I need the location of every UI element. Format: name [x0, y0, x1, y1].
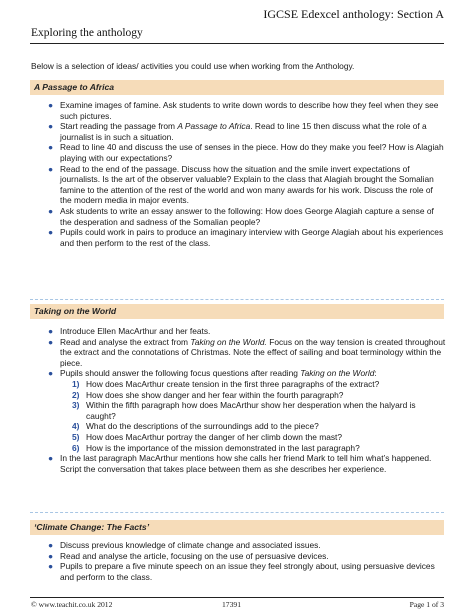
numbered-question: [72, 421, 446, 432]
list-item: [48, 121, 446, 142]
numbered-question-list: [72, 379, 446, 453]
section-divider: [30, 299, 444, 300]
question-number: 5): [72, 431, 80, 442]
bullet-icon: ●: [48, 550, 54, 561]
numbered-question: [72, 443, 446, 454]
list-item-title-italic: Taking on the World.: [190, 336, 267, 347]
bullet-icon: ●: [48, 163, 54, 174]
section-heading-band: [30, 520, 444, 535]
list-item: [48, 164, 446, 206]
question-number: 2): [72, 389, 80, 400]
intro-text: Below is a selection of ideas/ activities you could use when working from the Anthology.: [31, 61, 355, 71]
section-heading-band: [30, 80, 444, 95]
list-item-text: Examine images of famine. Ask students to write down words to describe how they feel when they see such pictures.: [60, 100, 439, 121]
bullet-icon: ●: [48, 205, 54, 216]
bullet-icon: ●: [48, 142, 54, 153]
bullet-icon: ●: [48, 100, 54, 110]
question-number: 1): [72, 378, 80, 389]
section-list: [48, 100, 446, 248]
numbered-question: [72, 400, 446, 421]
list-item-text: Read to line 40 and discuss the use of senses in the piece. How do they make you feel? How is Alagiah playing with our expectations?: [60, 142, 444, 163]
section-heading: ‘Climate Change: The Facts’: [34, 522, 150, 532]
list-item: [48, 551, 446, 562]
bullet-icon: ●: [48, 561, 54, 572]
list-item: [48, 453, 446, 474]
list-item: [48, 206, 446, 227]
question-text: What do the descriptions of the surroundings add to the piece?: [86, 421, 319, 432]
numbered-question: [72, 379, 446, 390]
bullet-icon: ●: [48, 453, 54, 464]
footer-page-number: Page 1 of 3: [409, 600, 444, 609]
list-item-text: :: [374, 368, 377, 379]
list-item: [48, 227, 446, 248]
list-item-text: Introduce Ellen MacArthur and her feats.: [60, 326, 211, 336]
question-text: Within the fifth paragraph how does MacArthur show her desperation when the halyard is caught?: [86, 400, 416, 421]
bullet-icon: ●: [48, 227, 54, 238]
list-item: [48, 368, 446, 453]
numbered-question: [72, 432, 446, 443]
document-subtitle: Exploring the anthology: [31, 27, 143, 39]
section-heading-band: [30, 304, 444, 319]
list-item-text: Read and analyse the extract from: [60, 336, 191, 347]
list-item: [48, 540, 446, 551]
list-item-text: Pupils should answer the following focus questions after reading: [60, 368, 301, 379]
list-item-title-italic: A Passage to Africa: [177, 121, 251, 132]
footer-copyright: © www.teachit.co.uk 2012: [31, 600, 113, 609]
list-item-text: Ask students to write an essay answer to the following: How does George Alagiah capture a sense of the desperation and sadness of the Somalian people?: [60, 205, 434, 227]
question-number: 6): [72, 442, 80, 453]
bullet-icon: ●: [48, 121, 54, 132]
footer-resource-id: 17391: [222, 600, 241, 609]
section-list: [48, 540, 446, 582]
bullet-icon: ●: [48, 336, 54, 347]
list-item-text: . Read to line 15 then discuss what the role of a journalist is in such a situation.: [60, 121, 427, 142]
list-item-title-italic: Taking on the World: [300, 368, 375, 379]
list-item: [48, 337, 446, 369]
list-item-text: Pupils to prepare a five minute speech on an issue they feel strongly about, using persuasive devices and perform to the class.: [60, 561, 435, 582]
list-item: [48, 100, 446, 121]
list-item-text: Start reading the passage from: [60, 121, 178, 132]
question-number: 3): [72, 400, 80, 411]
section-list: [48, 326, 446, 474]
list-item-text: Focus on the way tension is created throughout the extract and the connotations of Christmas. Note the effect of sailing and boat terminology within the piece.: [60, 336, 446, 368]
question-text: How does MacArthur create tension in the first three paragraphs of the extract?: [86, 378, 380, 389]
section-divider: [30, 512, 444, 513]
section-heading: A Passage to Africa: [34, 82, 115, 92]
list-item-text: Read to the end of the passage. Discuss how the situation and the smile invert expectations of journalists. Is the art of the observer valuable? Explain to the class that Alagiah brought the Somalian famine to the attention of the rest of the world and won many awards for his work. Discuss the role of the modern media in major events.: [60, 163, 434, 206]
question-text: How is the importance of the mission demonstrated in the last paragraph?: [86, 442, 360, 453]
list-item: [48, 326, 446, 337]
numbered-question: [72, 390, 446, 401]
list-item-text: Discuss previous knowledge of climate change and associated issues.: [60, 540, 321, 550]
footer-rule: [30, 597, 444, 598]
list-item: [48, 561, 446, 582]
list-item: [48, 142, 446, 163]
bullet-icon: ●: [48, 368, 54, 379]
question-text: How does MacArthur portray the danger of her climb down the mast?: [86, 431, 343, 442]
bullet-icon: ●: [48, 326, 54, 336]
list-item-text: Pupils could work in pairs to produce an imaginary interview with George Alagiah about his experiences and then perform to the rest of the class.: [60, 227, 444, 248]
section-heading: Taking on the World: [34, 306, 117, 316]
list-item-text: Read and analyse the article, focusing on the use of persuasive devices.: [60, 550, 329, 561]
question-text: How does she show danger and her fear within the fourth paragraph?: [86, 389, 344, 400]
header-rule: [30, 43, 444, 44]
document-title: IGCSE Edexcel anthology: Section A: [263, 7, 444, 21]
list-item-text: In the last paragraph MacArthur mentions how she calls her friend Mark to tell him what’s happened. Script the conversation that takes place between them as she describes her experience.: [60, 453, 432, 474]
bullet-icon: ●: [48, 540, 54, 550]
question-number: 4): [72, 421, 80, 432]
